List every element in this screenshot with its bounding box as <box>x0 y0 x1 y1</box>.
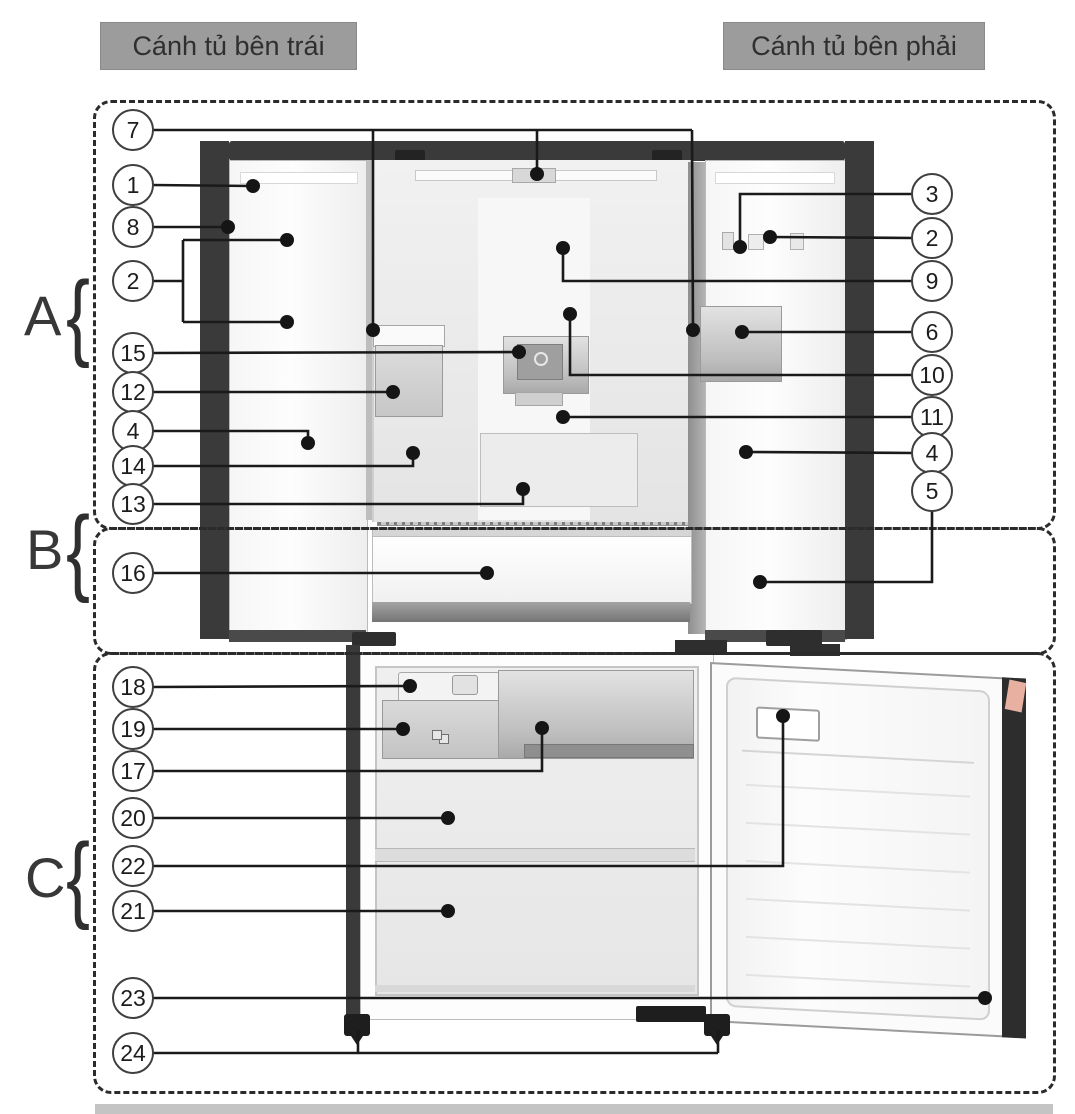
callout-16: 16 <box>112 552 154 594</box>
callout-19: 19 <box>112 708 154 750</box>
callout-6: 6 <box>911 311 953 353</box>
section-b-letter: B <box>26 518 64 581</box>
callout-9: 9 <box>911 260 953 302</box>
callout-13: 13 <box>112 483 154 525</box>
callout-5: 5 <box>911 470 953 512</box>
right-door-header-label: Cánh tủ bên phải <box>723 22 985 70</box>
callout-20: 20 <box>112 797 154 839</box>
callout-1: 1 <box>112 164 154 206</box>
callout-2: 2 <box>911 217 953 259</box>
callout-4: 4 <box>911 432 953 474</box>
callout-7: 7 <box>112 109 154 151</box>
section-b-brace: { <box>66 497 91 604</box>
section-a-letter: A <box>24 284 62 347</box>
callout-11: 11 <box>911 396 953 438</box>
section-c-brace: { <box>66 824 91 931</box>
left-door-header-label: Cánh tủ bên trái <box>100 22 357 70</box>
callout-8: 8 <box>112 206 154 248</box>
callout-21: 21 <box>112 890 154 932</box>
section-c-letter: C <box>25 846 66 909</box>
callout-4: 4 <box>112 410 154 452</box>
callout-14: 14 <box>112 445 154 487</box>
callout-24: 24 <box>112 1032 154 1074</box>
callout-22: 22 <box>112 845 154 887</box>
callout-23: 23 <box>112 977 154 1019</box>
callout-10: 10 <box>911 354 953 396</box>
callout-15: 15 <box>112 332 154 374</box>
callout-2: 2 <box>112 260 154 302</box>
callout-17: 17 <box>112 750 154 792</box>
callout-12: 12 <box>112 371 154 413</box>
callout-18: 18 <box>112 666 154 708</box>
callout-3: 3 <box>911 173 953 215</box>
section-a-brace: { <box>66 262 91 369</box>
